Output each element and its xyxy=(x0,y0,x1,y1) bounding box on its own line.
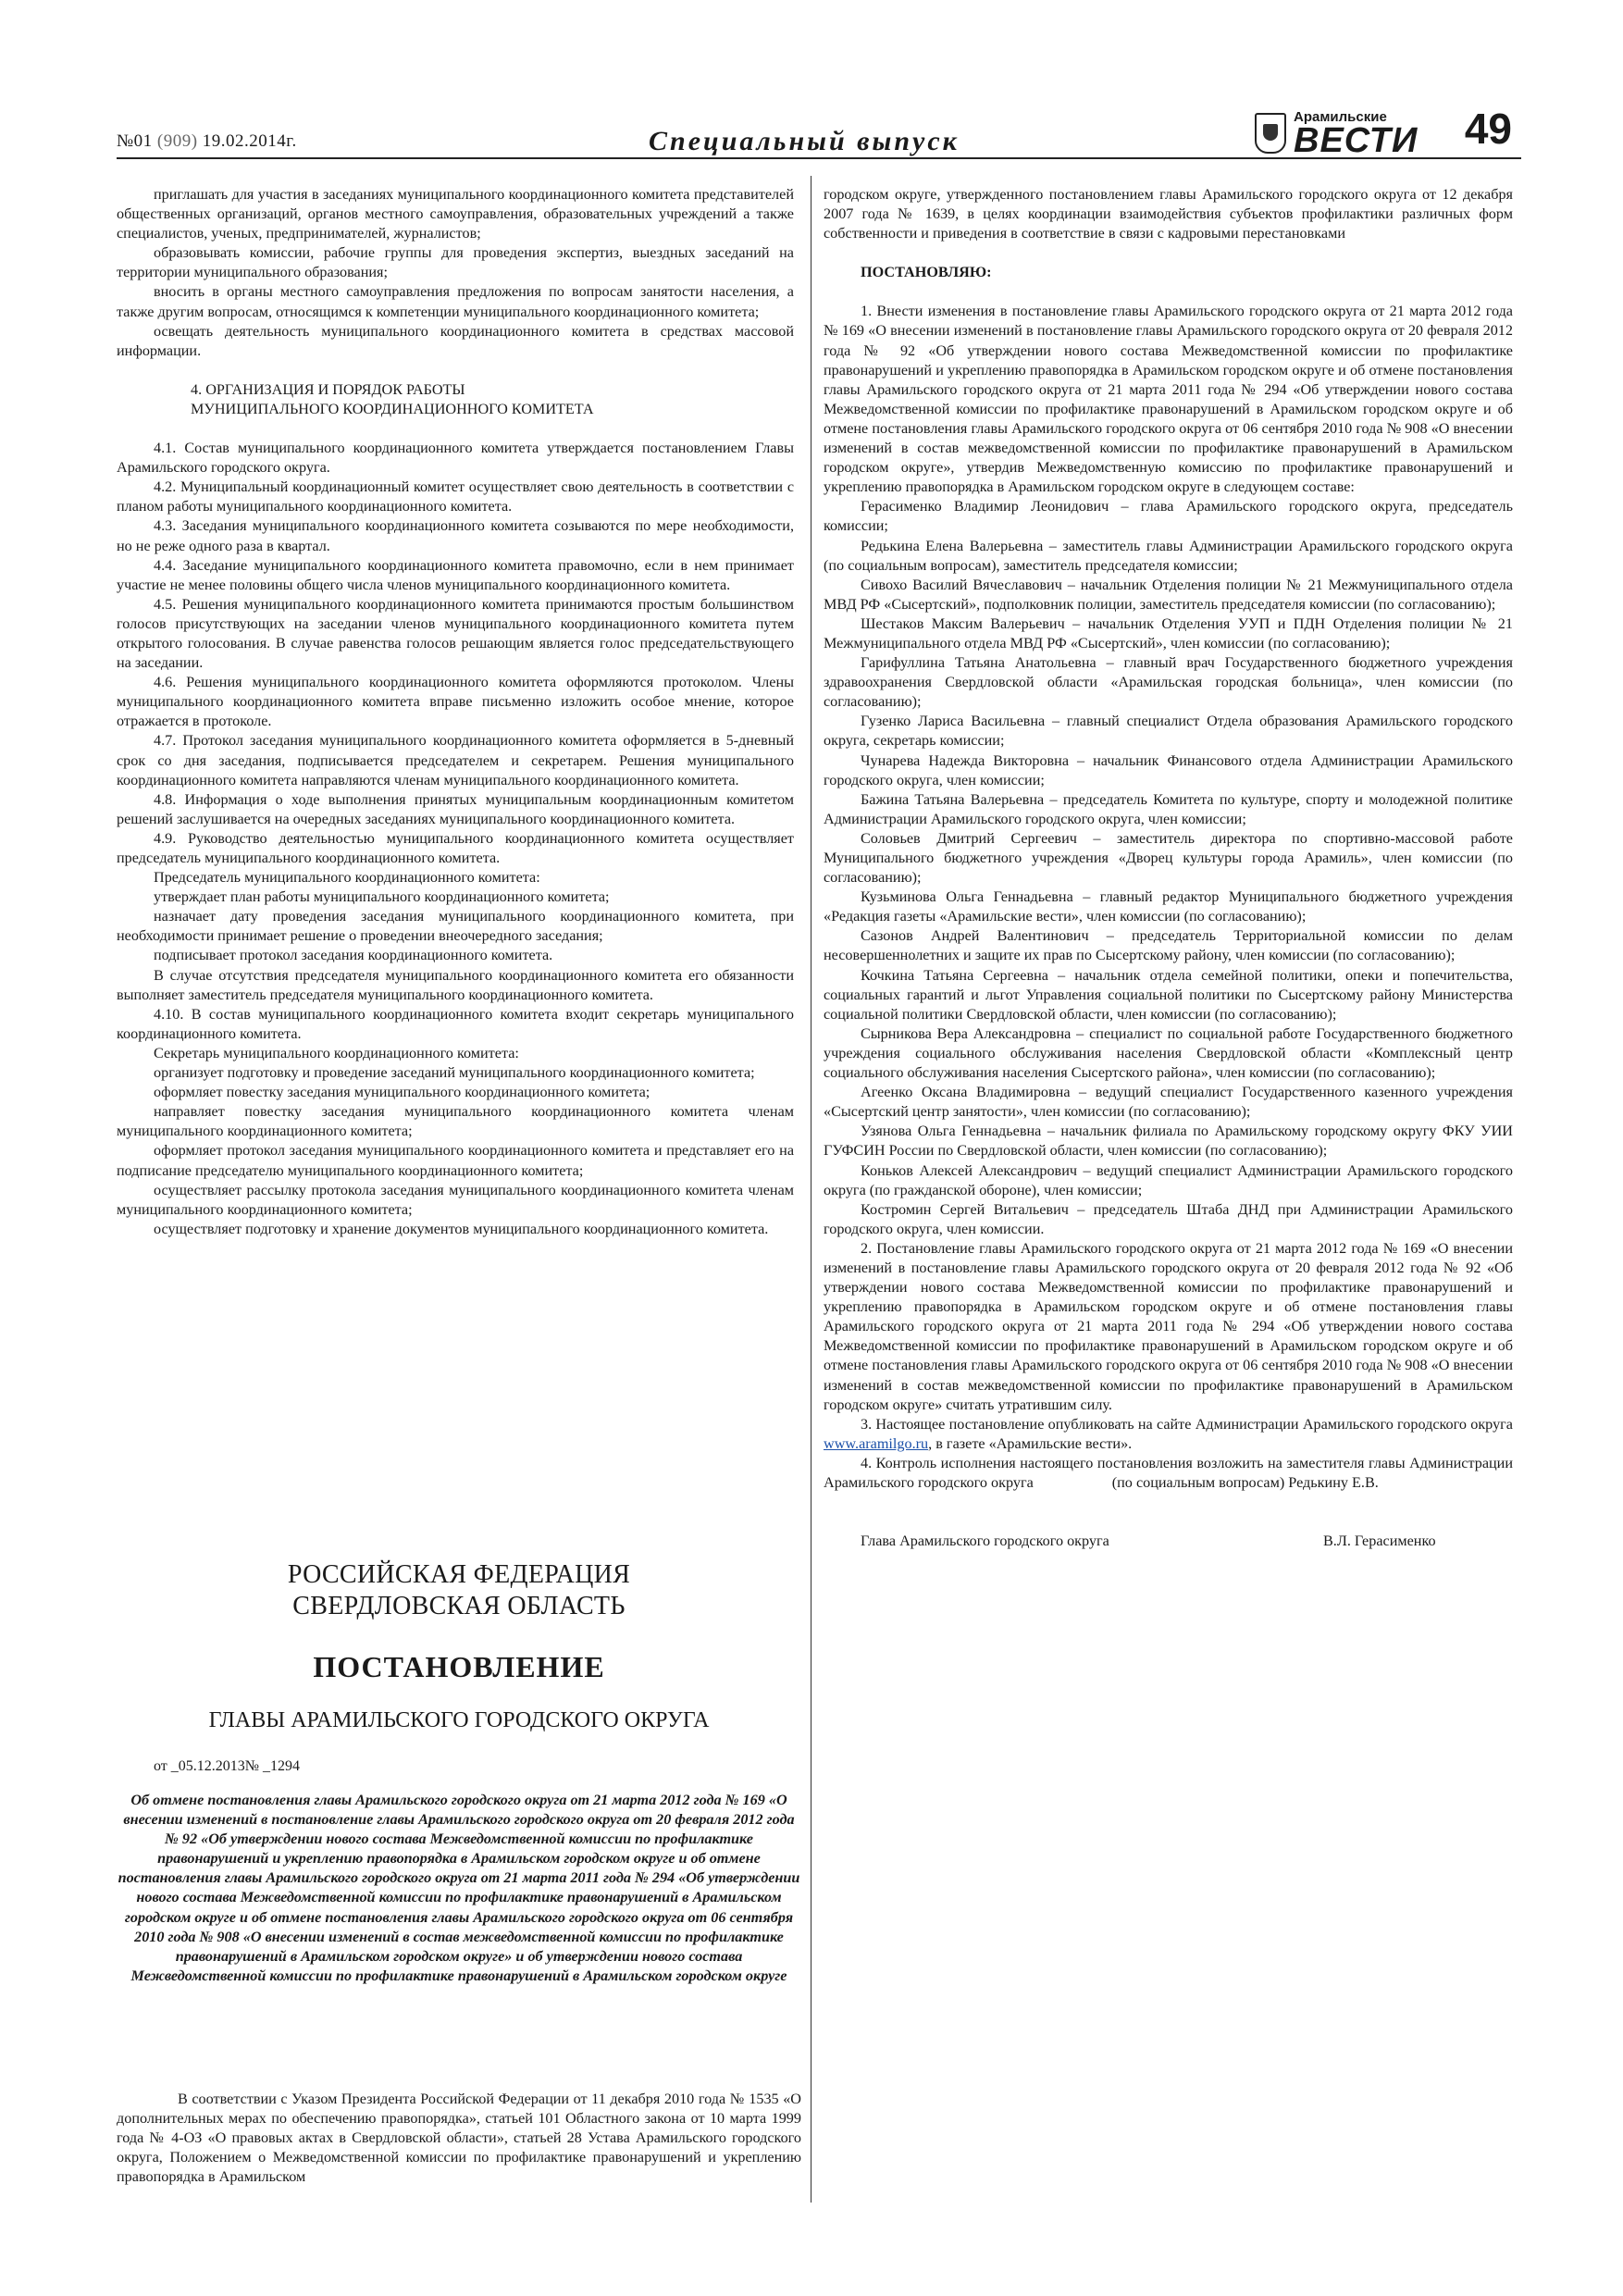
paragraph: 4.3. Заседания муниципального координационного комитета созываются по мере необходимости, но не реже одного раза в квартал. xyxy=(117,517,794,554)
list-item: Коньков Алексей Александрович – ведущий специалист Администрации Арамильского городского округа (по гражданской обороне), член комиссии; xyxy=(824,1161,1513,1198)
issue-number: (909) xyxy=(156,131,198,151)
list-item: Шестаков Максим Валерьевич – начальник Отделения УУП и ПДН Отделения полиции № 21 Межмуниципального отдела МВД РФ «Сысертский», член комиссии (по согласованию); xyxy=(824,614,1513,652)
paragraph: 1. Внести изменения в постановление главы Арамильского городского округа от 21 марта 2012 года № 169 «О внесении изменений в постановление главы Арамильского городского округа от 20 февраля 2012 года № 92 «Об утверждении нового состава Межведомственной комиссии по профилактике правонарушений и укреплению правопорядка в Арамильском городском округе и об отмене постановления главы Арамильского городского округа от 21 марта 2011 года № 294 «Об утверждении нового состава Межведомственной комиссии по профилактике правонарушений в Арамильском городском округе и об отмене постановления главы Арамильского городского округа от 06 сентября 2010 года № 908 «О внесении изменений в состав межведомственной комиссии по профилактике правонарушений в Арамильском городском округе», утвердив Межведомственную комиссию по профилактике правонарушений и укреплению правопорядка в Арамильском городском округе в следующем составе: xyxy=(824,303,1513,496)
paragraph: 4.4. Заседание муниципального координационного комитета правомочно, если в нем принимает участие не менее половины общего числа членов муниципального координационного комитета. xyxy=(117,556,794,593)
issue-prefix: №01 xyxy=(117,131,153,151)
decree-preamble: В соответствии с Указом Президента Российской Федерации от 11 декабря 2010 года № 1535 «О дополнительных мерах по обеспечению правопорядка», статьей 101 Областного закона от 10 марта 1999 года № 4-ОЗ «О правовых актах в Свердловской области», статьей 28 Устава Арамильского городского округа, Положением о Межведомственной комиссии по профилактике правонарушений и укреплению правопорядка в Арамильском xyxy=(117,2091,801,2186)
decree-title: ПОСТАНОВЛЕНИЕ xyxy=(313,1650,605,1683)
issue-info xyxy=(117,131,297,152)
column-divider xyxy=(811,176,812,2203)
paragraph: 2. Постановление главы Арамильского городского округа от 21 марта 2012 года № 169 «О внесении изменений в постановление главы Арамильского городского округа от 20 февраля 2012 года № 92 «Об утверждении нового состава Межведомственной комиссии по профилактике правонарушений и укреплению правопорядка в Арамильском городском округе и об отмене постановления главы Арамильского городского округа от 21 марта 2011 года № 294 «Об утверждении нового состава Межведомственной комиссии по профилактике правонарушений в Арамильском городском округе и об отмене постановления главы Арамильского городского округа от 06 сентября 2010 года № 908 «О внесении изменений в состав межведомственной комиссии по профилактике правонарушений в Арамильском городском округе» считать утратившим силу. xyxy=(824,1239,1513,1413)
coat-of-arms-icon xyxy=(1255,113,1286,154)
paragraph: 4.8. Информация о ходе выполнения принятых муниципальным координационным комитетом решений заслушивается на очередных заседаниях муниципального координационного комитета. xyxy=(117,790,794,827)
decree-region: СВЕРДЛОВСКАЯ ОБЛАСТЬ xyxy=(292,1592,626,1620)
paragraph: направляет повестку заседания муниципального координационного комитета членам муниципального координационного комитета; xyxy=(117,1103,794,1140)
website-link[interactable]: www.aramilgo.ru xyxy=(824,1434,929,1452)
logo-title: ВЕСТИ xyxy=(1294,121,1419,160)
list-item: Сазонов Андрей Валентинович – председатель Территориальной комиссии по делам несовершеннолетних и защите их прав по Сысертскому району, член комиссии (по согласованию); xyxy=(824,927,1513,964)
list-item: Герасименко Владимир Леонидович – глава Арамильского городского округа, председатель комиссии; xyxy=(824,498,1513,535)
section-title: МУНИЦИПАЛЬНОГО КООРДИНАЦИОННОГО КОМИТЕТА xyxy=(191,400,594,417)
paragraph: 4. Контроль исполнения настоящего постановления возложить на заместителя главы Администрации Арамильского городского округа (по социальным вопросам) Редькину Е.В. xyxy=(824,1454,1518,1491)
item3-text: 3. Настоящее постановление опубликовать на сайте Администрации Арамильского городского округа xyxy=(861,1415,1513,1433)
paragraph: осуществляет рассылку протокола заседания муниципального координационного комитета членам муниципального координационного комитета; xyxy=(117,1181,794,1218)
paragraph: оформляет протокол заседания муниципального координационного комитета и представляет его на подписание председателю муниципального координационного комитета; xyxy=(117,1142,794,1179)
left-column xyxy=(117,185,794,1239)
item3-suffix: , в газете «Арамильские вести». xyxy=(928,1434,1133,1452)
paragraph: 4.10. В состав муниципального координационного комитета входит секретарь муниципального координационного комитета. xyxy=(117,1005,794,1042)
paragraph: Секретарь муниципального координационного комитета: xyxy=(154,1044,519,1061)
issue-title: Специальный выпуск xyxy=(649,126,960,156)
page-number: 49 xyxy=(1464,105,1512,153)
list-item: Сивохо Василий Вячеславович – начальник Отделения полиции № 21 Межмуниципального отдела МВД РФ «Сысертский», подполковник полиции, заместитель председателя комиссии (по согласованию); xyxy=(824,576,1513,613)
paragraph: 4.9. Руководство деятельностью муниципального координационного комитета осуществляет председатель муниципального координационного комитета. xyxy=(117,829,794,866)
paragraph: приглашать для участия в заседаниях муниципального координационного комитета представителей общественных организаций, органов местного самоуправления, образовательных учреждений а также специалистов, ученых, предпринимателей, журналистов; xyxy=(117,186,794,242)
list-item: Кочкина Татьяна Сергеевна – начальник отдела семейной политики, опеки и попечительства, социальных гарантий и льгот Управления социальной политики по Сысертскому району Министерства социальной политики Свердловской области, член комиссии (по согласованию); xyxy=(824,966,1513,1023)
paragraph: организует подготовку и проведение заседаний муниципального координационного комитета; xyxy=(154,1064,755,1082)
list-item: Сырникова Вера Александровна – специалист по социальной работе Государственного бюджетного учреждения социального обслуживания населения Свердловской области «Комплексный центр социального обслуживания населения Сысертского района», член комиссии (по согласованию); xyxy=(824,1024,1513,1082)
paragraph: оформляет повестку заседания муниципального координационного комитета; xyxy=(154,1084,650,1101)
list-item: Редькина Елена Валерьевна – заместитель главы Администрации Арамильского городского округа (по социальным вопросам), заместитель председателя комиссии; xyxy=(824,537,1513,574)
section-title: 4. ОРГАНИЗАЦИЯ И ПОРЯДОК РАБОТЫ xyxy=(191,380,465,398)
header-rule xyxy=(117,157,1521,159)
signatory-name: В.Л. Герасименко xyxy=(1323,1533,1436,1550)
decree-heading xyxy=(117,1559,801,1733)
list-item: Кузьминова Ольга Геннадьевна – главный редактор Муниципального бюджетного учреждения «Редакция газеты «Арамильские вести», член комиссии (по согласованию); xyxy=(824,888,1513,925)
decree-preamble-block xyxy=(117,2090,801,2187)
list-item: Гузенко Лариса Васильевна – главный специалист Отдела образования Арамильского городского округа, секретарь комиссии; xyxy=(824,713,1513,750)
paragraph: 4.6. Решения муниципального координационного комитета оформляются протоколом. Члены муниципального координационного комитета вправе письменно изложить особое мнение, которое отражается в протоколе. xyxy=(117,674,794,730)
paragraph: назначает дату проведения заседания муниципального координационного комитета, при необходимости принимает решение о проведении внеочередного заседания; xyxy=(117,908,794,945)
decree-federation: РОССИЙСКАЯ ФЕДЕРАЦИЯ xyxy=(287,1560,631,1589)
paragraph: освещать деятельность муниципального координационного комитета в средствах массовой информации. xyxy=(117,322,794,359)
list-item: Узянова Ольга Геннадьевна – начальник филиала по Арамильскому городскому округу ФКУ УИИ ГУФСИН России по Свердловской области, член комиссии (по согласованию); xyxy=(824,1123,1513,1160)
logo-subtitle: Арамильские xyxy=(1294,109,1387,125)
decree-subject: Об отмене постановления главы Арамильского городского округа от 21 марта 2012 года № 169 «О внесении изменений в постановление главы Арамильского городского округа от 20 февраля 2012 года № 92 «Об утверждении нового состава Межведомственной комиссии по профилактике правонарушений и укреплению правопорядка в Арамильском городском округе и об отмене постановления главы Арамильского городского округа от 21 марта 2011 года № 294 «Об утверждении нового состава Межведомственной комиссии по профилактике правонарушений в Арамильском городском округе и об отмене постановления главы Арамильского городского округа от 06 сентября 2010 года № 908 «О внесении изменений в состав межведомственной комиссии по профилактике правонарушений в Арамильском городском округе» и об утверждении нового состава Межведомственной комиссии по профилактике правонарушений в Арамильском городском округе xyxy=(118,1792,800,1984)
list-item: Чунарева Надежда Викторовна – начальник Финансового отдела Администрации Арамильского городского округа, член комиссии; xyxy=(824,751,1513,788)
paragraph: подписывает протокол заседания координационного комитета. xyxy=(154,947,553,964)
list-item: Бажина Татьяна Валерьевна – председатель Комитета по культуре, спорту и молодежной политике Администрации Арамильского городского округа, член комиссии; xyxy=(824,790,1513,827)
right-column xyxy=(824,185,1518,1552)
list-item: Гарифуллина Татьяна Анатольевна – главный врач Государственного бюджетного учреждения здравоохранения Свердловской области «Арамильская городская больница», член комиссии (по согласованию); xyxy=(824,654,1513,711)
paragraph: образовывать комиссии, рабочие группы для проведения экспертиз, выездных заседаний на территории муниципального образования; xyxy=(117,244,794,281)
paragraph: 4.1. Состав муниципального координационного комитета утверждается постановлением Главы Арамильского городского округа. xyxy=(117,440,794,477)
list-item: Агеенко Оксана Владимировна – ведущий специалист Государственного казенного учреждения «Сысертский центр занятости», член комиссии (по согласованию); xyxy=(824,1084,1513,1121)
signature-line xyxy=(824,1532,1513,1552)
paragraph: 4.5. Решения муниципального координационного комитета принимаются простым большинством голосов присутствующих на заседании членов муниципального координационного комитета путем открытого голосования. В случае равенства голосов решающим является голос председательствующего на заседании. xyxy=(117,595,794,672)
paragraph: Председатель муниципального координационного комитета: xyxy=(154,869,540,887)
page-header xyxy=(117,104,1530,160)
resolve-heading: ПОСТАНОВЛЯЮ: xyxy=(861,264,992,281)
paragraph: 4.2. Муниципальный координационный комитет осуществляет свою деятельность в соответствии с планом работы муниципального координационного комитета. xyxy=(117,478,794,515)
list-item: Костромин Сергей Витальевич – председатель Штаба ДНД при Администрации Арамильского городского округа, член комиссии. xyxy=(824,1200,1513,1237)
paragraph: вносить в органы местного самоуправления предложения по вопросам занятости населения, а также другим вопросам, относящимся к компетенции муниципального координационного комитета; xyxy=(117,283,794,320)
paragraph: осуществляет подготовку и хранение документов муниципального координационного комитета. xyxy=(154,1220,769,1237)
decree-date: от _05.12.2013№ _1294 xyxy=(154,1758,301,1774)
signatory-position: Глава Арамильского городского округа xyxy=(861,1533,1109,1550)
paragraph: 4.7. Протокол заседания муниципального координационного комитета оформляется в 5-дневный срок со дня заседания, подписывается председателем и секретарем. Решения муниципального координационного комитета направляются членам муниципального координационного комитета. xyxy=(117,732,794,788)
list-item: Соловьев Дмитрий Сергеевич – заместитель директора по спортивно-массовой работе Муниципального бюджетного учреждения «Дворец культуры города Арамиль», член комиссии (по согласованию); xyxy=(824,829,1513,887)
decree-org: ГЛАВЫ АРАМИЛЬСКОГО ГОРОДСКОГО ОКРУГА xyxy=(208,1708,710,1732)
paragraph: В случае отсутствия председателя муниципального координационного комитета его обязанности выполняет заместитель председателя муниципального координационного комитета. xyxy=(117,966,794,1003)
paragraph: городском округе, утвержденного постановлением главы Арамильского городского округа от 12 декабря 2007 года № 1639, в целях координации взаимодействия субъектов профилактики различных форм собственности и приведения в соответствие в связи с кадровыми перестановками xyxy=(824,186,1513,242)
paragraph-item-3 xyxy=(824,1415,1513,1454)
paragraph: утверждает план работы муниципального координационного комитета; xyxy=(154,888,610,906)
issue-date: 19.02.2014г. xyxy=(202,131,297,151)
